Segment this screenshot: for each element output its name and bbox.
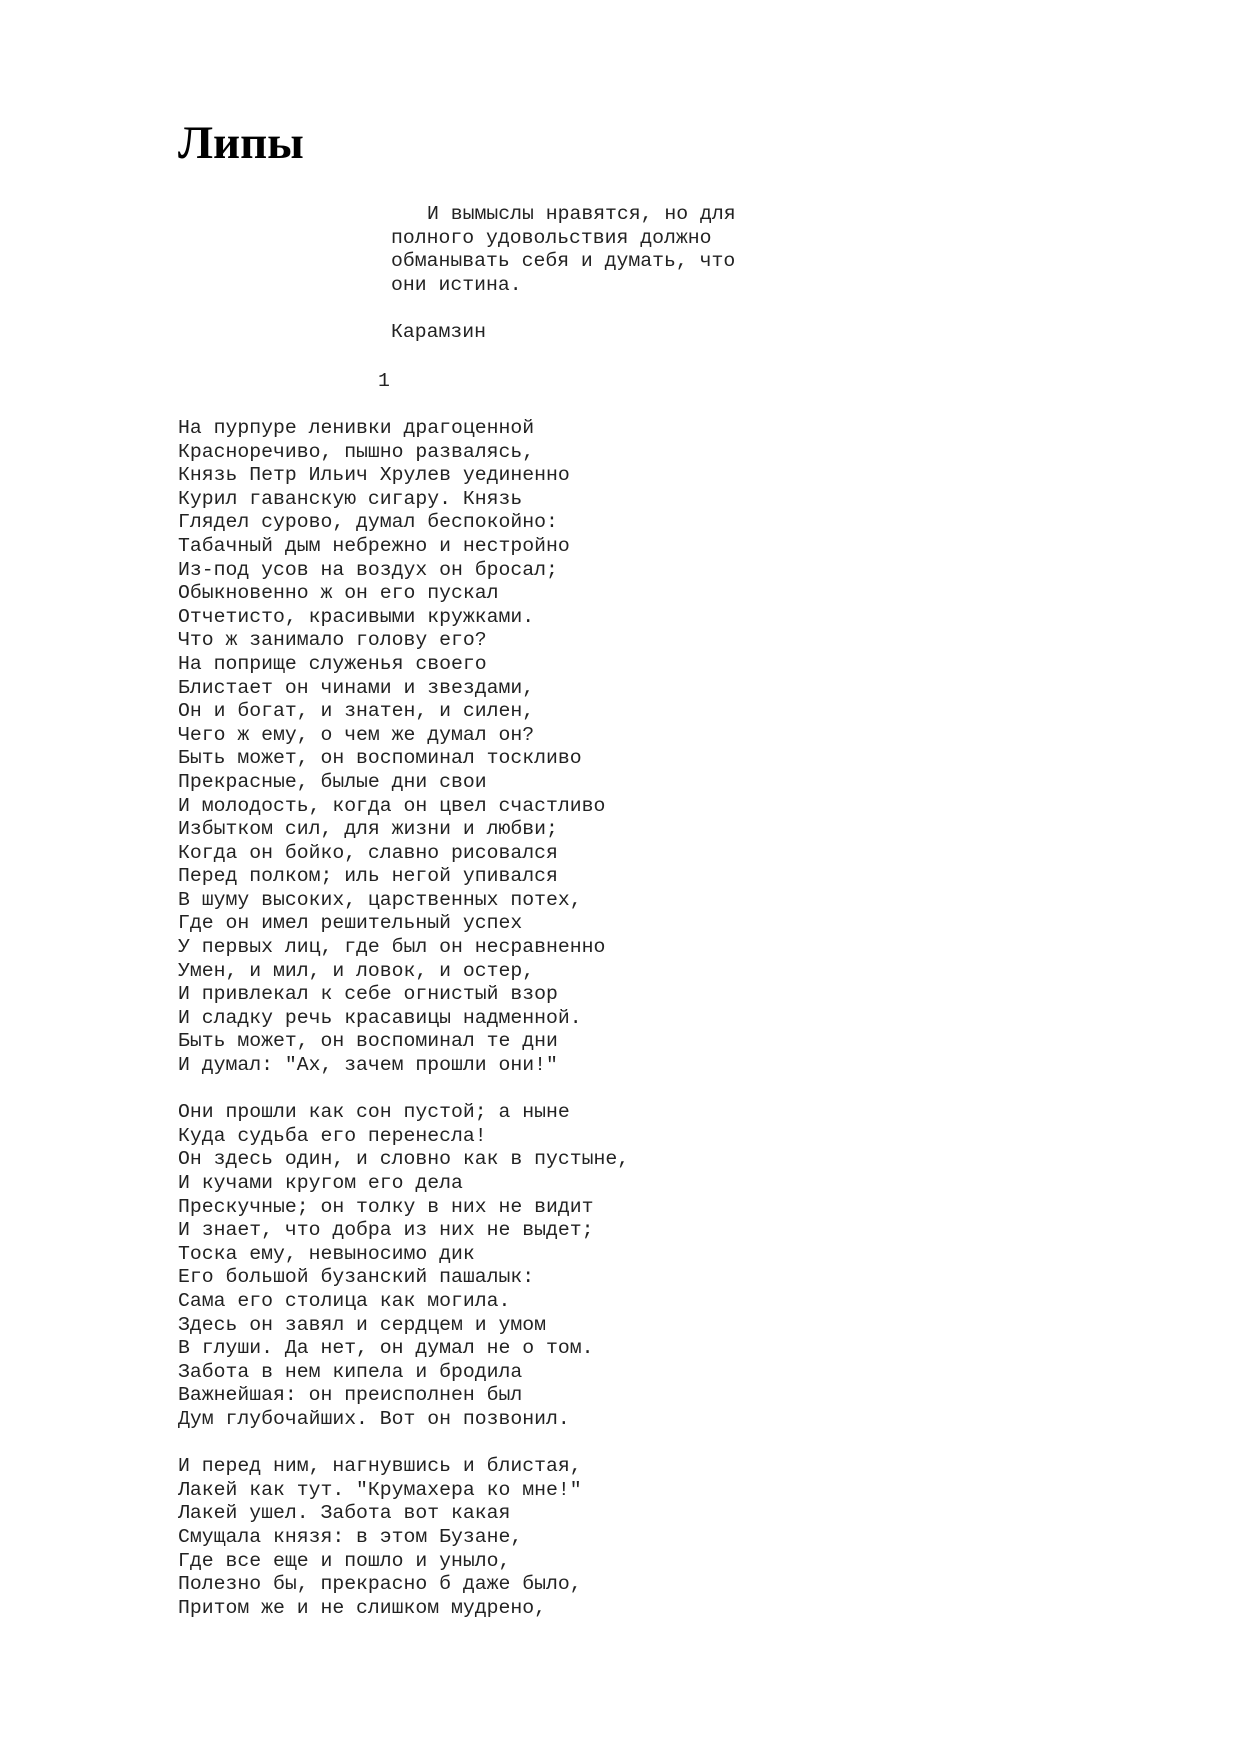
poem-line: Когда он бойко, славно рисовался xyxy=(178,841,558,864)
poem-line: Они прошли как сон пустой; а ныне xyxy=(178,1101,570,1124)
poem-line: Быть может, он воспоминал те дни xyxy=(178,1030,558,1053)
poem-line: Смущала князя: в этом Бузане, xyxy=(178,1525,523,1548)
poem-line: Прескучные; он толку в них не видит xyxy=(178,1195,594,1218)
epigraph-line: обманывать себя и думать, что xyxy=(391,250,736,273)
epigraph-line: они истина. xyxy=(391,273,522,296)
stanza xyxy=(178,417,1078,1078)
poem-line: На пурпуре ленивки драгоценной xyxy=(178,417,535,439)
poem-line: Где он имел решительный успех xyxy=(178,912,523,935)
poem-line: Обыкновенно ж он его пускал xyxy=(178,582,499,605)
poem-line: У первых лиц, где был он несравненно xyxy=(178,936,606,959)
poem-line: Притом же и не слишком мудрено, xyxy=(178,1596,546,1619)
poem-line: Он и богат, и знатен, и силен, xyxy=(178,700,535,723)
poem-line: И кучами кругом его дела xyxy=(178,1172,463,1194)
poem-line: В шуму высоких, царственных потех, xyxy=(178,888,582,911)
poem-line: Лакей ушел. Забота вот какая xyxy=(178,1502,511,1525)
stanza xyxy=(178,1455,1078,1620)
epigraph xyxy=(391,203,811,345)
poem-line: Табачный дым небрежно и нестройно xyxy=(178,534,570,557)
poem-line: Полезно бы, прекрасно б даже было, xyxy=(178,1573,582,1596)
poem-line: И молодость, когда он цвел счастливо xyxy=(178,794,606,817)
poem-line: Блистает он чинами и звездами, xyxy=(178,676,535,699)
poem-line: Курил гаванскую сигару. Князь xyxy=(178,487,523,510)
poem-line: Из-под усов на воздух он бросал; xyxy=(178,558,558,581)
poem-line: Избытком сил, для жизни и любви; xyxy=(178,818,558,841)
poem-line: Умен, и мил, и ловок, и остер, xyxy=(178,959,535,982)
poem-line: И сладку речь красавицы надменной. xyxy=(178,1006,582,1029)
epigraph-line: полного удовольствия должно xyxy=(391,226,712,249)
poem-line: Тоска ему, невыносимо дик xyxy=(178,1242,475,1265)
poem-line: Что ж занимало голову его? xyxy=(178,629,487,652)
poem-line: На поприще служенья своего xyxy=(178,652,487,675)
poem-line: И перед ним, нагнувшись и блистая, xyxy=(178,1455,582,1478)
poem-line: Чего ж ему, о чем же думал он? xyxy=(178,723,535,746)
poem-line: Лакей как тут. "Крумахера ко мне!" xyxy=(178,1478,582,1501)
poem-line: И привлекал к себе огнистый взор xyxy=(178,983,558,1006)
poem-line: Где все еще и пошло и уныло, xyxy=(178,1549,511,1572)
poem-line: Его большой бузанский пашалык: xyxy=(178,1266,535,1289)
page-title: Липы xyxy=(178,117,304,169)
poem-line: Он здесь один, и словно как в пустыне, xyxy=(178,1148,630,1171)
poem-line: Здесь он завял и сердцем и умом xyxy=(178,1313,546,1336)
poem-line: Прекрасные, былые дни свои xyxy=(178,770,487,793)
epigraph-line: И вымыслы нравятся, но для xyxy=(427,203,736,225)
poem-line: Перед полком; иль негой упивался xyxy=(178,865,558,888)
poem-line: И думал: "Ах, зачем прошли они!" xyxy=(178,1054,558,1077)
stanza xyxy=(178,1101,1078,1431)
poem-line: И знает, что добра из них не выдет; xyxy=(178,1219,594,1242)
poem-line: В глуши. Да нет, он думал не о том. xyxy=(178,1337,594,1360)
poem-line: Быть может, он воспоминал тоскливо xyxy=(178,747,582,770)
poem-line: Важнейшая: он преисполнен был xyxy=(178,1384,523,1407)
poem-line: Глядел сурово, думал беспокойно: xyxy=(178,511,558,534)
poem-line: Князь Петр Ильич Хрулев уединенно xyxy=(178,464,570,487)
section-number: 1 xyxy=(378,370,390,392)
poem-line: Дум глубочайших. Вот он позвонил. xyxy=(178,1407,570,1430)
poem-line: Забота в нем кипела и бродила xyxy=(178,1360,523,1383)
poem-line: Отчетисто, красивыми кружками. xyxy=(178,605,535,628)
poem-body xyxy=(178,417,1078,1644)
poem-line: Сама его столица как могила. xyxy=(178,1289,511,1312)
poem-line: Куда судьба его перенесла! xyxy=(178,1124,487,1147)
epigraph-author: Карамзин xyxy=(391,320,486,343)
poem-line: Красноречиво, пышно развалясь, xyxy=(178,440,535,463)
